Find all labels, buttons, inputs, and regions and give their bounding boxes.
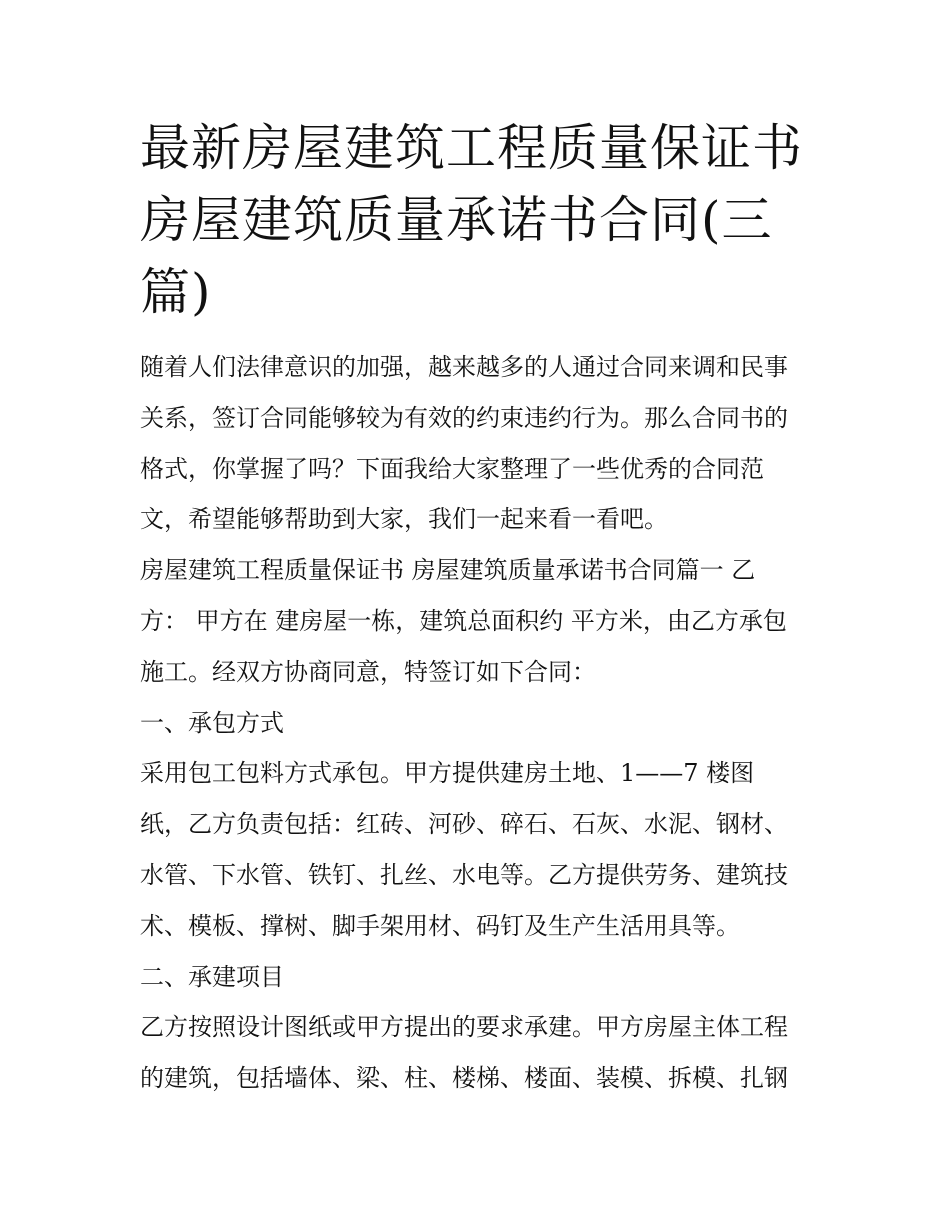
paragraph-line: 格式，你掌握了吗？下面我给大家整理了一些优秀的合同范	[140, 454, 764, 483]
title-line-1: 最新房屋建筑工程质量保证书	[140, 119, 803, 177]
section-heading-contract-method	[140, 698, 820, 749]
paragraph-line: 方： 甲方在 建房屋一栋，建筑总面积约 平方米，由乙方承包	[140, 606, 787, 635]
title-line-2: 房屋建筑质量承诺书合同(三	[140, 191, 773, 249]
contract-opening-paragraph	[140, 545, 820, 697]
project-scope-paragraph	[140, 1002, 820, 1104]
contract-method-paragraph	[140, 748, 820, 951]
title-line-3: 篇)	[140, 263, 212, 321]
section-heading-project-scope	[140, 952, 820, 1003]
document-content	[140, 112, 820, 1104]
paragraph-line: 随着人们法律意识的加强，越来越多的人通过合同来调和民事	[140, 353, 788, 381]
paragraph-line: 乙方按照设计图纸或甲方提出的要求承建。甲方房屋主体工程	[140, 1013, 788, 1042]
section-heading-text: 二、承建项目	[140, 962, 284, 991]
paragraph-line: 术、模板、撑树、脚手架用材、码钉及生产生活用具等。	[140, 911, 740, 940]
paragraph-line: 采用包工包料方式承包。甲方提供建房土地、1——7 楼图	[140, 759, 755, 788]
paragraph-line: 施工。经双方协商同意，特签订如下合同：	[140, 657, 596, 686]
paragraph-line: 关系，签订合同能够较为有效的约束违约行为。那么合同书的	[140, 403, 788, 432]
intro-paragraph	[140, 342, 820, 545]
document-title	[140, 112, 803, 328]
paragraph-line: 文，希望能够帮助到大家，我们一起来看一看吧。	[140, 505, 668, 534]
paragraph-line: 纸，乙方负责包括：红砖、河砂、碎石、石灰、水泥、钢材、	[140, 810, 788, 839]
paragraph-line: 房屋建筑工程质量保证书 房屋建筑质量承诺书合同篇一 乙	[140, 556, 756, 585]
paragraph-line: 水管、下水管、铁钉、扎丝、水电等。乙方提供劳务、建筑技	[140, 860, 788, 889]
section-heading-text: 一、承包方式	[140, 708, 284, 737]
paragraph-line: 的建筑，包括墙体、梁、柱、楼梯、楼面、装模、拆模、扎钢	[140, 1064, 788, 1093]
